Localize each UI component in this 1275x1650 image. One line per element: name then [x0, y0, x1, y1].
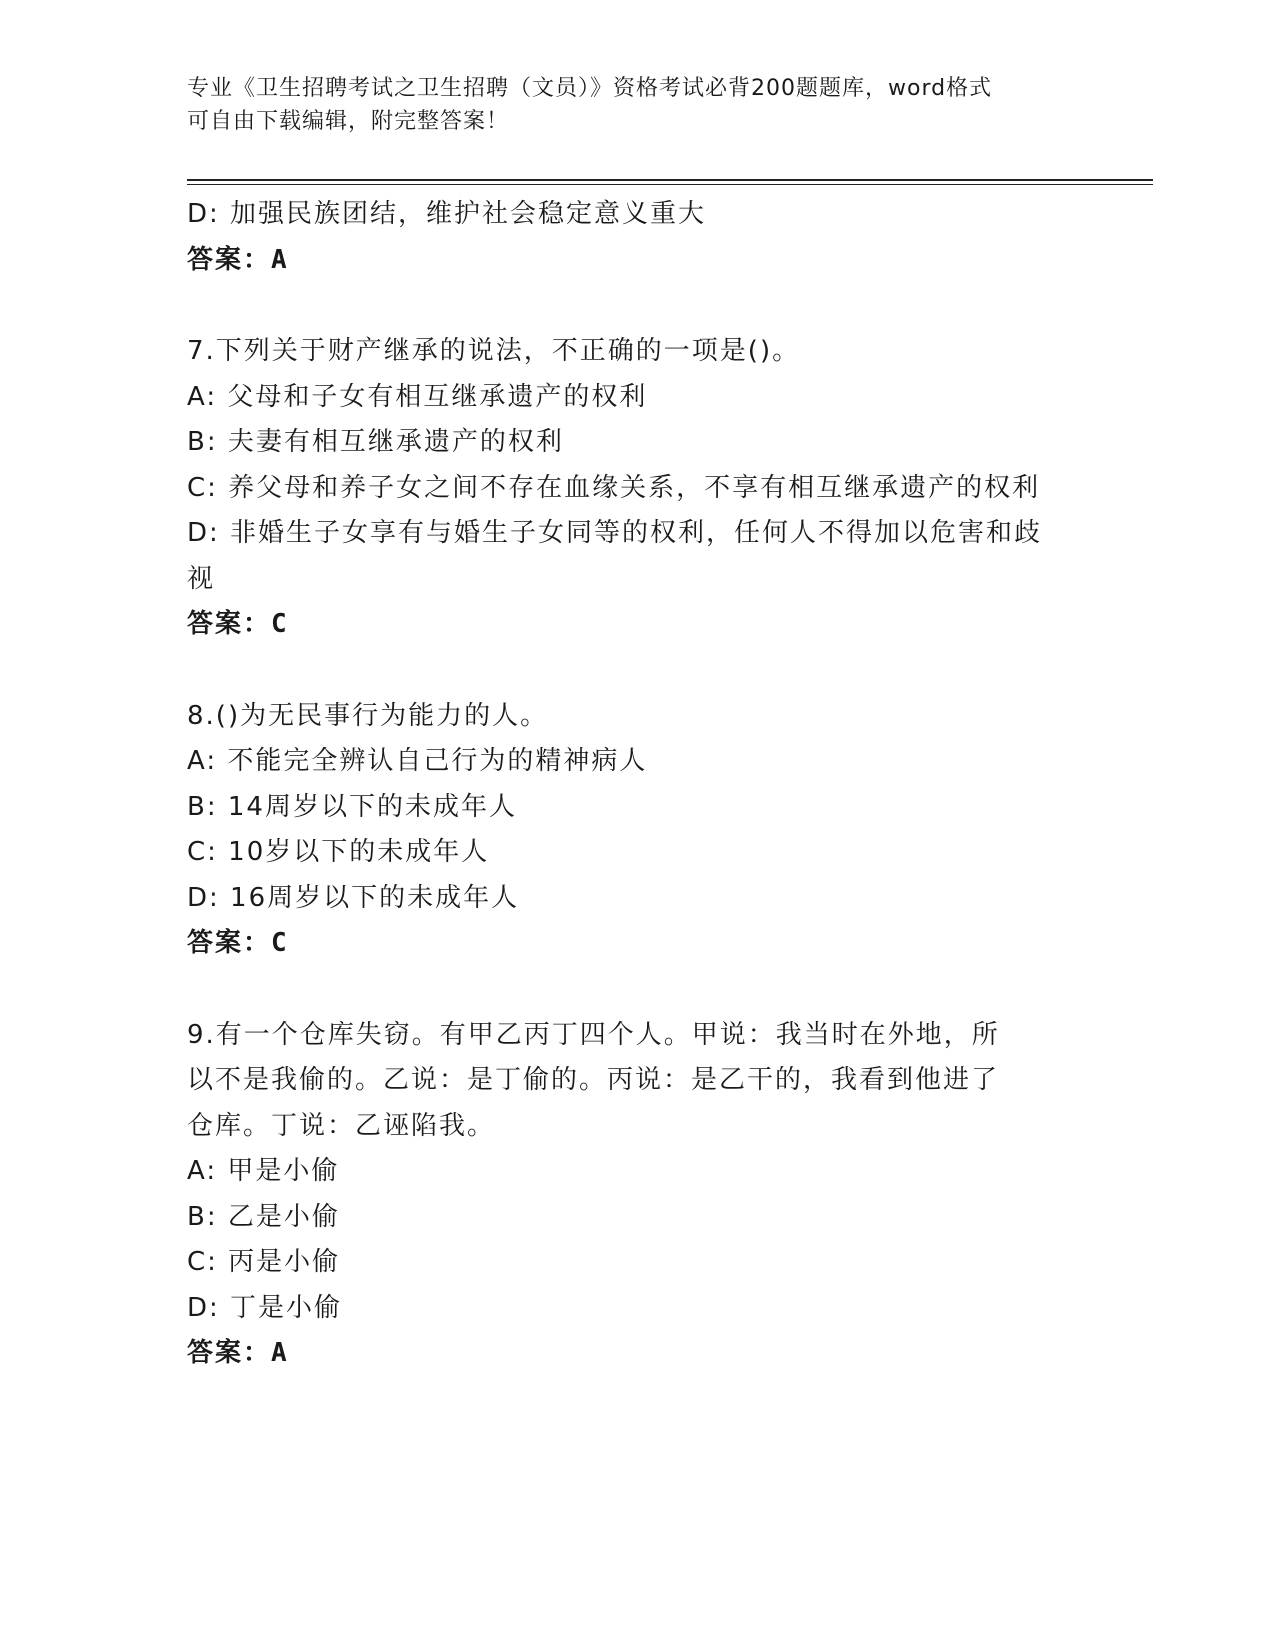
option-a: A: 甲是小偷 [187, 1156, 340, 1186]
question-stem: 8.()为无民事行为能力的人。 [187, 700, 549, 731]
option-c: C: 养父母和养子女之间不存在血缘关系，不享有相互继承遗产的权利 [187, 472, 1041, 503]
header-divider-top [187, 179, 1153, 181]
question-8 [187, 694, 1067, 967]
header-title-line-1: 专业《卫生招聘考试之卫生招聘（文员）》资格考试必背200题题库，word格式 [187, 76, 993, 101]
answer-value: C [271, 928, 287, 958]
answer-line [187, 1331, 1067, 1377]
answer-line [187, 602, 1067, 648]
document-header [187, 72, 1087, 138]
option-d: D: 丁是小偷 [187, 1292, 343, 1323]
spacer [187, 283, 1067, 329]
option-c: C: 10岁以下的未成年人 [187, 837, 490, 867]
option-b: B: 乙是小偷 [187, 1201, 340, 1232]
option-a: A: 不能完全辨认自己行为的精神病人 [187, 746, 648, 776]
previous-question-tail [187, 192, 1067, 283]
header-divider-bottom [187, 184, 1153, 185]
option-b: B: 14周岁以下的未成年人 [187, 791, 517, 822]
option-d: D: 16周岁以下的未成年人 [187, 882, 520, 913]
question-content [187, 192, 1067, 1377]
answer-label: 答案： [187, 928, 272, 958]
option-d: D: 非婚生子女享有与婚生子女同等的权利，任何人不得加以危害和歧视 [187, 518, 1043, 594]
answer-line [187, 238, 1067, 284]
header-title-line-2: 可自由下载编辑，附完整答案！ [187, 109, 510, 134]
answer-value: A [271, 1338, 287, 1368]
option-d: D: 加强民族团结，维护社会稳定意义重大 [187, 199, 707, 229]
question-7 [187, 329, 1067, 648]
option-c: C: 丙是小偷 [187, 1247, 341, 1277]
answer-value: A [271, 244, 287, 275]
question-9 [187, 1013, 1067, 1377]
spacer [187, 967, 1067, 1013]
answer-value: C [271, 609, 287, 639]
spacer [187, 648, 1067, 694]
option-b: B: 夫妻有相互继承遗产的权利 [187, 427, 564, 457]
answer-label: 答案： [187, 244, 272, 275]
answer-line [187, 921, 1067, 967]
answer-label: 答案： [187, 1338, 272, 1368]
question-stem: 7.下列关于财产继承的说法，不正确的一项是()。 [187, 336, 801, 366]
answer-label: 答案： [187, 609, 272, 639]
question-stem: 9.有一个仓库失窃。有甲乙丙丁四个人。甲说：我当时在外地，所以不是我偷的。乙说：是丁偷的。丙说：是乙干的，我看到他进了仓库。丁说：乙诬陷我。 [187, 1019, 1000, 1141]
option-a: A: 父母和子女有相互继承遗产的权利 [187, 381, 648, 412]
